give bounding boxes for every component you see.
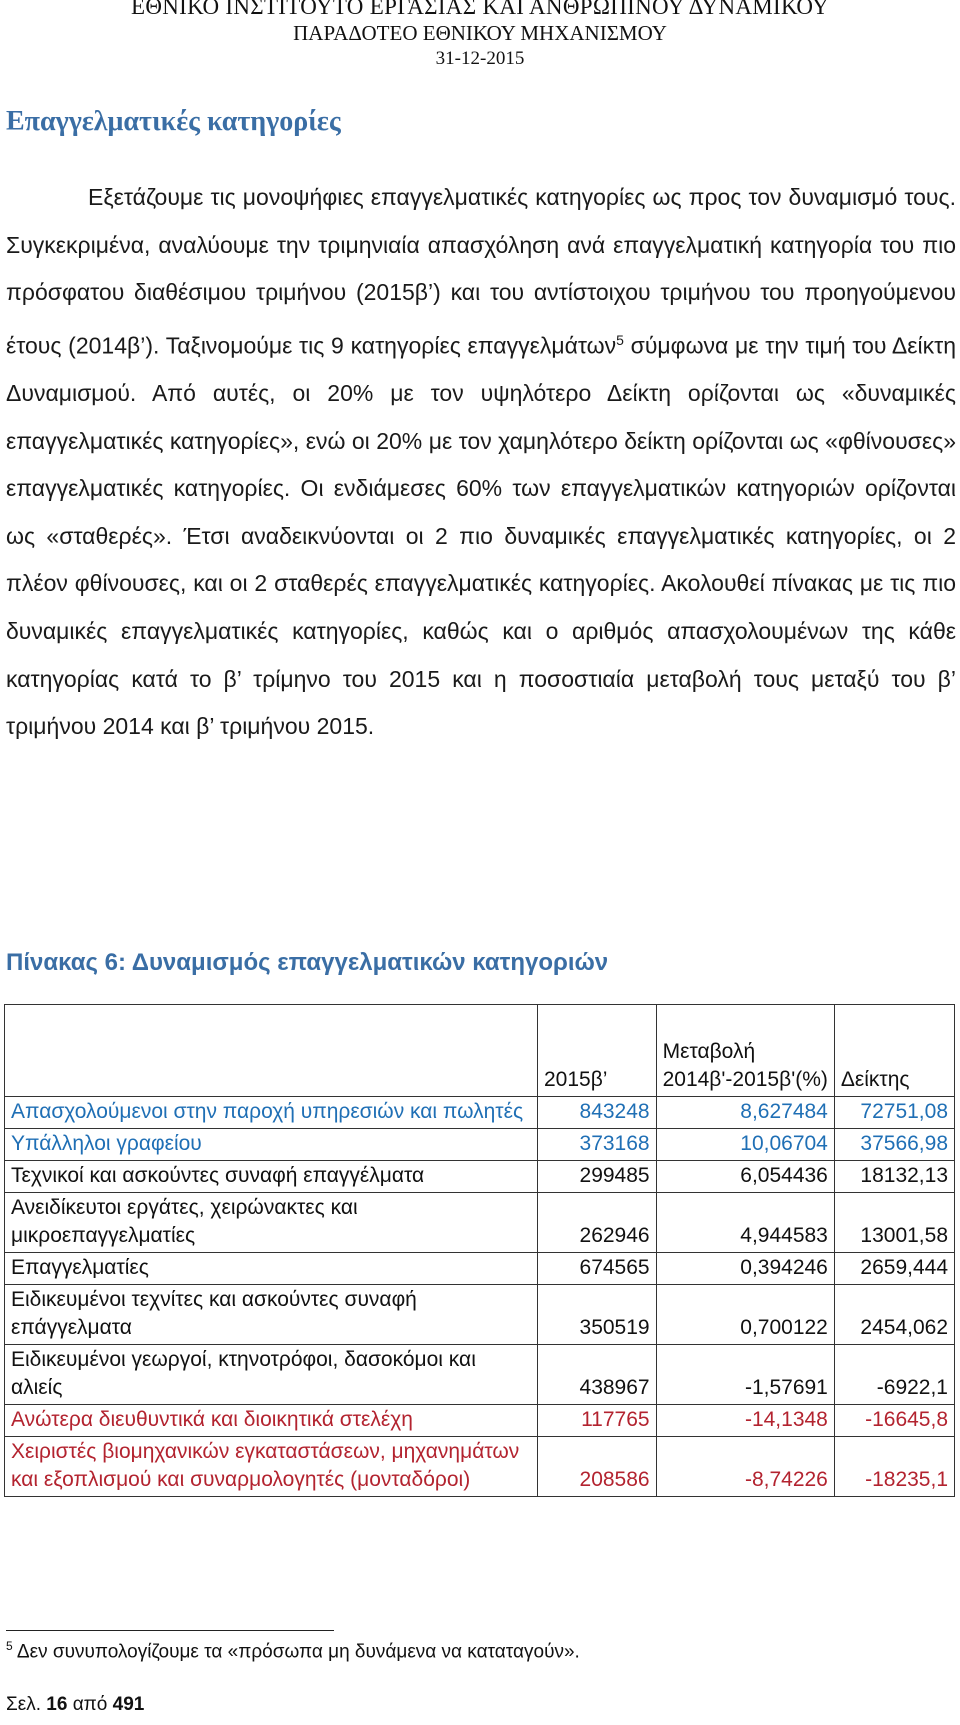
cell-index: 2454,062 (834, 1285, 954, 1345)
row-label: Χειριστές βιομηχανικών εγκαταστάσεων, μηχανημάτων και εξοπλισμού και συναρμολογητές (μονταδόροι) (5, 1437, 538, 1497)
footnote-text: Δεν συνυπολογίζουμε τα «πρόσωπα μη δυνάμενα να καταταγούν». (16, 1641, 580, 1663)
cell-2015: 208586 (537, 1437, 656, 1497)
paragraph-part2: σύμφωνα με την τιμή του Δείκτη Δυναμισμού. Από αυτές, οι 20% με τον υψηλότερο Δείκτη ορίζονται ως «δυναμικές επαγγελματικές κατηγορίες», ενώ οι 20% με τον χαμηλότερο δείκτη ορίζονται ως «φθίνουσες» επαγγελματικές κατηγορίες. Οι ενδιάμεσες 60% των επαγγελματικών κατηγοριών ορίζονται ως «σταθερές». Έτσι αναδεικνύονται οι 2 πιο δυναμικές επαγγελματικές κατηγορίες, οι 2 πλέον φθίνουσες, και οι 2 σταθερές επαγγελματικές κατηγορίες. Ακολουθεί πίνακας με τις πιο δυναμικές επαγγελματικές κατηγορίες, καθώς και ο αριθμός απασχολουμένων της κάθε κατηγορίας κατά το β’ τρίμηνο του 2015 και η ποσοστιαία μεταβολή τους μεταξύ του β’ τριμήνου 2014 και β’ τριμήνου 2015. (6, 332, 957, 740)
cell-change: 4,944583 (656, 1193, 834, 1253)
row-label: Απασχολούμενοι στην παροχή υπηρεσιών και πωλητές (5, 1097, 538, 1129)
cell-2015: 262946 (537, 1193, 656, 1253)
cell-2015: 350519 (537, 1285, 656, 1345)
cell-2015: 438967 (537, 1345, 656, 1405)
table-row (5, 1253, 955, 1285)
row-label: Επαγγελματίες (5, 1253, 538, 1285)
section-title: Επαγγελματικές κατηγορίες (6, 106, 341, 137)
header-cell-index: Δείκτης (834, 1005, 954, 1097)
table-row (5, 1345, 955, 1405)
page-number (6, 1694, 144, 1716)
footnote (6, 1639, 580, 1663)
body-paragraph (6, 174, 956, 751)
header-cell-2015: 2015β’ (537, 1005, 656, 1097)
cell-2015: 373168 (537, 1129, 656, 1161)
cell-change: 8,627484 (656, 1097, 834, 1129)
table-body (5, 1005, 955, 1497)
row-label: Τεχνικοί και ασκούντες συναφή επαγγέλματα (5, 1161, 538, 1193)
cell-change: -1,57691 (656, 1345, 834, 1405)
header-deliverable: ΠΑΡΑΔΟΤΕΟ ΕΘΝΙΚΟΥ ΜΗΧΑΝΙΣΜΟΥ (293, 21, 667, 45)
header-cell-change: Μεταβολή 2014β'-2015β'(%) (656, 1005, 834, 1097)
table-title: Πίνακας 6: Δυναμισμός επαγγελματικών κατηγοριών (6, 949, 609, 976)
table-row (5, 1161, 955, 1193)
row-label: Ειδικευμένοι τεχνίτες και ασκούντες συναφή επάγγελματα (5, 1285, 538, 1345)
cell-2015: 117765 (537, 1405, 656, 1437)
cell-index: -6922,1 (834, 1345, 954, 1405)
cell-index: 18132,13 (834, 1161, 954, 1193)
cell-2015: 674565 (537, 1253, 656, 1285)
cell-change: 0,394246 (656, 1253, 834, 1285)
table-row (5, 1129, 955, 1161)
cell-index: 13001,58 (834, 1193, 954, 1253)
row-label: Ανώτερα διευθυντικά και διοικητικά στελέχη (5, 1405, 538, 1437)
page-total: 491 (112, 1694, 145, 1715)
header-cell-empty (5, 1005, 538, 1097)
table-header-row (5, 1005, 955, 1097)
cell-change: 0,700122 (656, 1285, 834, 1345)
row-label: Υπάλληλοι γραφείου (5, 1129, 538, 1161)
cell-change: -14,1348 (656, 1405, 834, 1437)
cell-2015: 299485 (537, 1161, 656, 1193)
cell-change: 10,06704 (656, 1129, 834, 1161)
cell-index: 72751,08 (834, 1097, 954, 1129)
cell-index: -16645,8 (834, 1405, 954, 1437)
row-label: Ειδικευμένοι γεωργοί, κτηνοτρόφοι, δασοκόμοι και αλιείς (5, 1345, 538, 1405)
page-prefix: Σελ. (6, 1694, 47, 1715)
footnote-number: 5 (6, 1639, 13, 1653)
page-middle: από (67, 1694, 113, 1715)
table-row (5, 1285, 955, 1345)
table-row (5, 1437, 955, 1497)
cell-change: 6,054436 (656, 1161, 834, 1193)
table-row (5, 1193, 955, 1253)
cell-index: 37566,98 (834, 1129, 954, 1161)
footnote-reference[interactable]: 5 (616, 331, 624, 348)
page-current: 16 (46, 1694, 68, 1715)
table-row (5, 1405, 955, 1437)
row-label: Ανειδίκευτοι εργάτες, χειρώνακτες και μικροεπαγγελματίες (5, 1193, 538, 1253)
cell-index: -18235,1 (834, 1437, 954, 1497)
footnote-separator (6, 1630, 334, 1631)
table-row (5, 1097, 955, 1129)
header-institute: ΕΘΝΙΚΟ ΙΝΣΤΙΤΟΥΤΟ ΕΡΓΑΣΙΑΣ ΚΑΙ ΑΝΘΡΩΠΙΝΟΥ ΔΥΝΑΜΙΚΟΥ (130, 0, 829, 19)
paragraph-part1: Εξετάζουμε τις μονοψήφιες επαγγελματικές κατηγορίες ως προς τον δυναμισμό τους. Συγκεκριμένα, αναλύουμε την τριμηνιαία απασχόληση ανά επαγγελματική κατηγορία του πιο πρόσφατου διαθέσιμου τριμήνου (2015β’) και του αντίστοιχου τριμήνου του προηγούμενου έτους (2014β’). Ταξινομούμε τις 9 κατηγορίες επαγγελμάτων (6, 184, 956, 359)
occupations-table (4, 1004, 955, 1497)
cell-change: -8,74226 (656, 1437, 834, 1497)
document-header (0, 0, 960, 72)
cell-2015: 843248 (537, 1097, 656, 1129)
header-date: 31-12-2015 (435, 48, 525, 69)
cell-index: 2659,444 (834, 1253, 954, 1285)
